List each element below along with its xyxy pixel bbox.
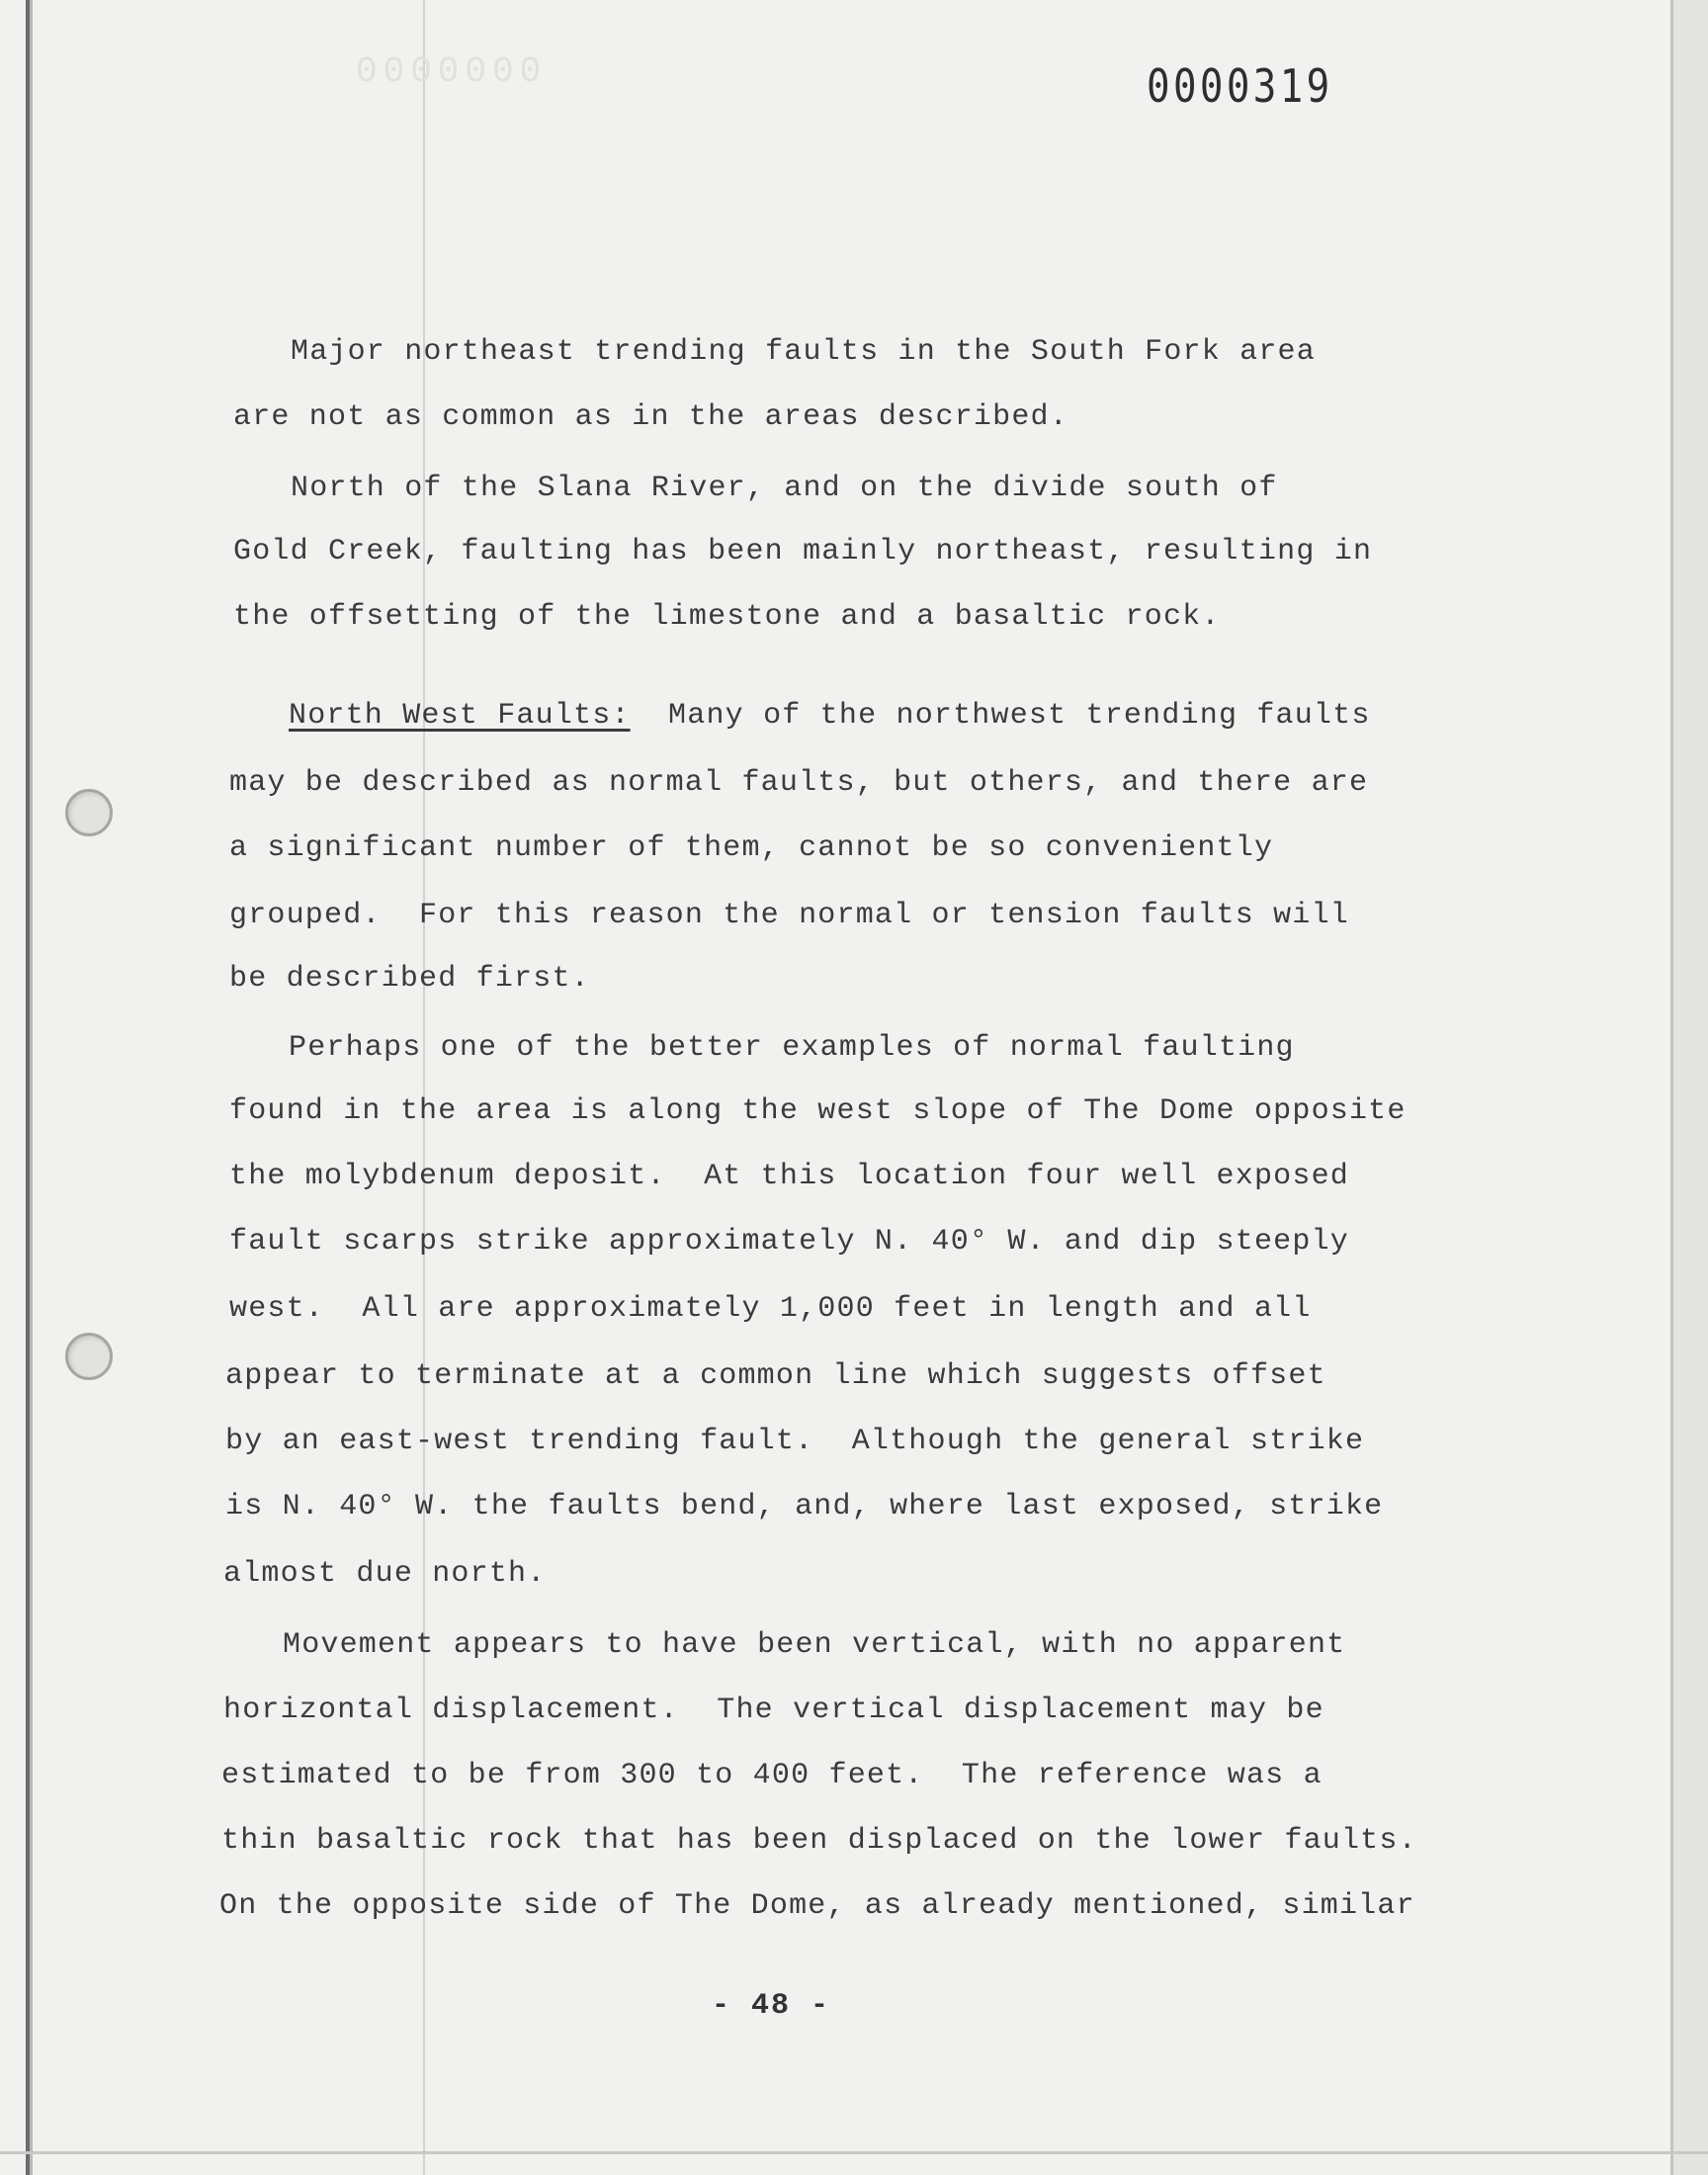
text-line: Gold Creek, faulting has been mainly northeast, resulting in [233,535,1373,568]
punch-hole [65,789,113,836]
text-line: appear to terminate at a common line which suggests offset [225,1359,1326,1393]
text-line: the offsetting of the limestone and a basaltic rock. [233,600,1221,634]
text-line: a significant number of them, cannot be so conveniently [229,831,1274,865]
text-line: by an east-west trending fault. Although the general strike [225,1425,1365,1458]
faint-stamp: 0000000 [356,51,548,92]
text-line: grouped. For this reason the normal or tension faults will [229,899,1349,932]
text-line: west. All are approximately 1,000 feet in length and all [229,1292,1312,1326]
text-line: found in the area is along the west slope of The Dome opposite [229,1094,1407,1128]
text-line: almost due north. [223,1557,547,1591]
page-number: - 48 - [712,1989,831,2023]
text-line: Movement appears to have been vertical, with no apparent [283,1628,1346,1662]
document-number: 0000319 [1147,59,1333,113]
text-line: the molybdenum deposit. At this location four well exposed [229,1160,1349,1193]
text-line: Perhaps one of the better examples of normal faulting [289,1031,1295,1065]
text-line: Major northeast trending faults in the South Fork area [291,335,1316,369]
text-line: is N. 40° W. the faults bend, and, where last exposed, strike [225,1490,1384,1523]
text-line: Many of the northwest trending faults [630,699,1371,733]
text-line: North of the Slana River, and on the divide south of [291,472,1278,505]
scan-margin [1673,0,1708,2175]
text-line: On the opposite side of The Dome, as already mentioned, similar [219,1889,1415,1923]
text-line: be described first. [229,962,590,996]
section-heading: North West Faults: [289,699,631,733]
section-heading-line [289,698,1371,734]
text-line: horizontal displacement. The vertical displacement may be [223,1694,1324,1727]
text-line: estimated to be from 300 to 400 feet. The reference was a [221,1759,1323,1792]
text-line: may be described as normal faults, but others, and there are [229,766,1369,800]
text-line: are not as common as in the areas described. [233,400,1068,434]
text-line: fault scarps strike approximately N. 40° W. and dip steeply [229,1225,1349,1259]
text-line: thin basaltic rock that has been displaced on the lower faults. [221,1824,1417,1858]
binding-edge-shadow [30,0,33,2175]
punch-hole [65,1333,113,1380]
paper-bottom-edge [0,2151,1708,2154]
